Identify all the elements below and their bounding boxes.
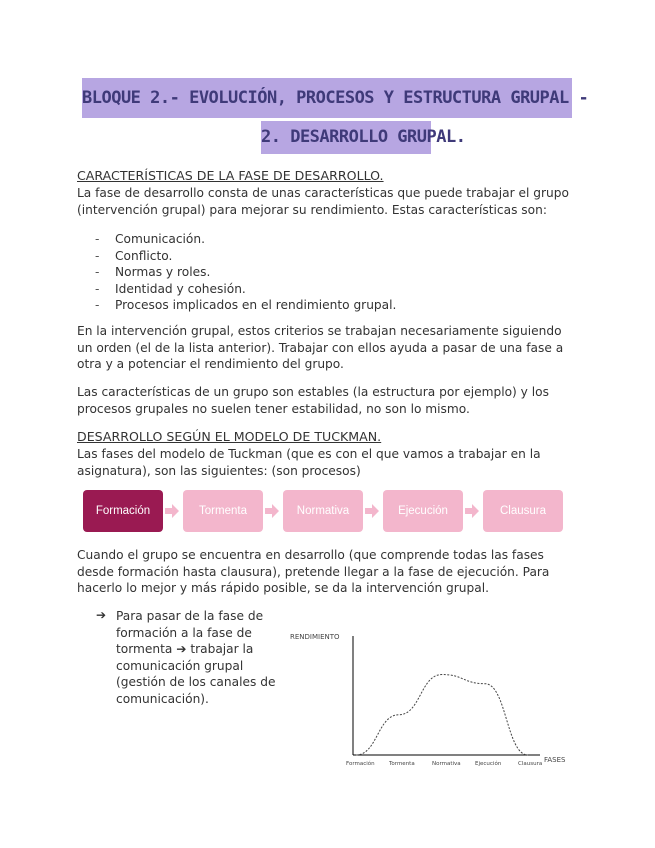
section2-intro: Las fases del modelo de Tuckman (que es con el que vamos a trabajar en la asignatura), son las siguientes: (son procesos): [77, 447, 541, 478]
performance-chart: [290, 628, 590, 778]
stage-formacion: Formación: [83, 490, 163, 532]
list-item: - Comunicación.: [95, 231, 396, 248]
x-tick-label: Normativa: [432, 761, 461, 767]
list-item: - Normas y roles.: [95, 264, 396, 281]
section1-para2: Las características de un grupo son estables (la estructura por ejemplo) y los procesos grupales no suelen tener estabilidad, no son lo mismo.: [77, 385, 549, 416]
x-tick-label: Clausura: [518, 761, 543, 767]
stage-tormenta: Tormenta: [183, 490, 263, 532]
section1-intro: La fase de desarrollo consta de unas características que puede trabajar el grupo (intervención grupal) para mejorar su rendimiento. Estas características son:: [77, 186, 569, 217]
bullet-text: Para pasar de la fase de formación a la fase de tormenta ➔ trabajar la comunicación grupal (gestión de los canales de comunicación).: [116, 609, 276, 706]
x-axis-label: FASES: [544, 756, 566, 764]
characteristics-list: [95, 231, 396, 314]
stage-clausura: Clausura: [483, 490, 563, 532]
list-item: - Identidad y cohesión.: [95, 281, 396, 298]
title-line-2: 2. DESARROLLO GRUPAL.: [261, 121, 431, 154]
tuckman-stages: [83, 490, 563, 532]
list-item: - Procesos implicados en el rendimiento grupal.: [95, 297, 396, 314]
y-axis-label: RENDIMIENTO: [290, 633, 340, 641]
chevron-right-icon: [165, 504, 179, 518]
title-line-1: BLOQUE 2.- EVOLUCIÓN, PROCESOS Y ESTRUCTURA GRUPAL -: [82, 78, 572, 118]
section2-para: Cuando el grupo se encuentra en desarrollo (que comprende todas las fases desde formación hasta clausura), pretende llegar a la fase de ejecución. Para hacerlo lo mejor y más rápido posible, se da la intervención grupal.: [77, 548, 550, 595]
arrow-bullet-icon: ➔: [96, 608, 107, 622]
x-tick-label: Formación: [346, 761, 375, 767]
chevron-right-icon: [365, 504, 379, 518]
stage-normativa: Normativa: [283, 490, 363, 532]
x-tick-label: Tormenta: [389, 761, 415, 767]
stage-ejecucion: Ejecución: [383, 490, 463, 532]
section2-heading: DESARROLLO SEGÚN EL MODELO DE TUCKMAN.: [77, 429, 382, 444]
performance-curve: [356, 675, 528, 756]
section1-para1: En la intervención grupal, estos criterios se trabajan necesariamente siguiendo un orden (el de la lista anterior). Trabajar con ellos ayuda a pasar de una fase a otra y a potenciar el rendimiento del grupo.: [77, 324, 564, 371]
x-tick-label: Ejecución: [475, 761, 502, 767]
chevron-right-icon: [265, 504, 279, 518]
list-item: - Conflicto.: [95, 248, 396, 265]
chevron-right-icon: [465, 504, 479, 518]
section1-heading: CARACTERÍSTICAS DE LA FASE DE DESARROLLO.: [77, 168, 384, 183]
